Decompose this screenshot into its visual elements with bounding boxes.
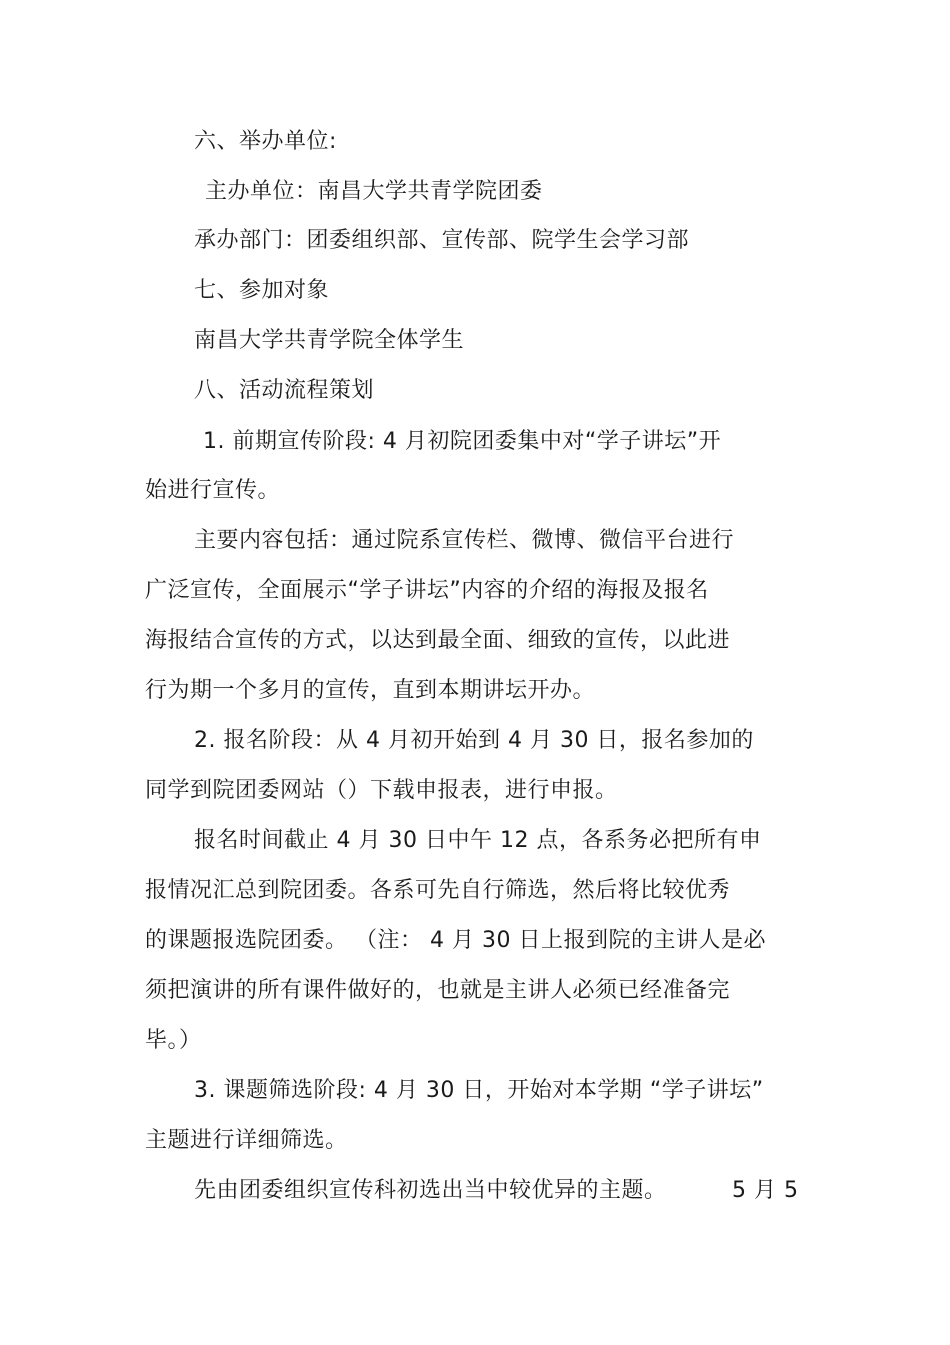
text-line: 南昌大学共青学院全体学生: [194, 328, 465, 353]
text-line: 承办部门：团委组织部、宣传部、院学生会学习部: [194, 228, 690, 253]
text-line: 主题进行详细筛选。: [145, 1128, 348, 1153]
text-line: 广泛宣传，全面展示“学子讲坛”内容的介绍的海报及报名: [145, 578, 709, 603]
text-line: 先由团委组织宣传科初选出当中较优异的主题。: [194, 1178, 667, 1203]
text-line: 2. 报名阶段：从 4 月初开始到 4 月 30 日，报名参加的: [194, 728, 754, 753]
text-line: 1. 前期宣传阶段: 4 月初院团委集中对“学子讲坛”开: [203, 429, 722, 454]
text-line: 海报结合宣传的方式，以达到最全面、细致的宣传，以此进: [145, 628, 731, 653]
section-heading-participants: 七、参加对象: [194, 278, 330, 303]
text-line: 同学到院团委网站（）下载申报表，进行申报。: [145, 778, 618, 803]
text-line: 3. 课题筛选阶段: 4 月 30 日，开始对本学期 “学子讲坛”: [194, 1078, 764, 1103]
text-line: 须把演讲的所有课件做好的，也就是主讲人必须已经准备完: [145, 978, 731, 1003]
section-heading-organizers: 六、举办单位:: [194, 129, 337, 154]
text-line: 行为期一个多月的宣传，直到本期讲坛开办。: [145, 678, 596, 703]
text-line: 的课题报选院团委。 （注： 4 月 30 日上报到院的主讲人是必: [145, 928, 766, 953]
section-heading-process: 八、活动流程策划: [194, 378, 375, 403]
text-line: 主办单位：南昌大学共青学院团委: [205, 179, 543, 204]
text-line: 主要内容包括：通过院系宣传栏、微博、微信平台进行: [194, 528, 735, 553]
text-line: 始进行宣传。: [145, 478, 281, 503]
text-line: 报名时间截止 4 月 30 日中午 12 点，各系务必把所有申: [194, 828, 762, 853]
text-line: 报情况汇总到院团委。各系可先自行筛选，然后将比较优秀: [145, 878, 731, 903]
text-line-continuation: 5 月 5: [732, 1178, 799, 1203]
text-line: 毕。）: [145, 1028, 202, 1053]
